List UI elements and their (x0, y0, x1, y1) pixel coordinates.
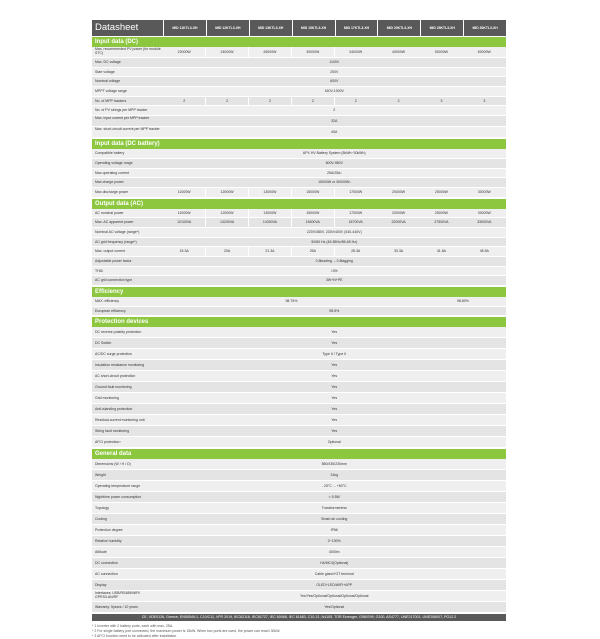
row-label: Protection degree (92, 525, 163, 535)
cell: Optional (163, 437, 506, 447)
cell: 160V-1000V (163, 87, 506, 96)
row-label: Ground fault monitoring (92, 382, 163, 392)
section-protection: Protection devices (92, 317, 506, 327)
cell: 17000W (335, 209, 377, 218)
table-row (92, 159, 506, 169)
table-row (92, 327, 506, 338)
section-general: General data (92, 449, 506, 459)
table-row (92, 470, 506, 481)
row-label: AFCI protection³ (92, 437, 163, 447)
cell: 27500VA (420, 218, 462, 227)
page-title: Datasheet (92, 20, 163, 36)
row-label: Interfaces: USB/RS485/WiFi/ GPRS/LAN/RF (92, 591, 163, 601)
cell: - 25°C ... +60°C (163, 481, 506, 491)
row-label: DC Switch (92, 338, 163, 348)
row-label: Anti-islanding protection (92, 404, 163, 414)
cell: 40000W (377, 47, 419, 57)
row-label: Adjustable power factor (92, 257, 163, 266)
table-row (92, 393, 506, 404)
cell: 50/60 Hz (45-55Hz/55-65 Hz) (163, 238, 506, 247)
row-label: Max. recommended PV power (for module STC) (92, 47, 163, 57)
table-row (92, 437, 506, 448)
cell: 25000W (420, 188, 462, 197)
cell: 2 (249, 97, 291, 106)
row-label: Warranty: 5years / 10 years (92, 602, 163, 612)
cell: 45.5A (463, 247, 505, 256)
row-label: Topology (92, 503, 163, 513)
table-row (92, 404, 506, 415)
cell: 30000W (292, 47, 334, 57)
table-row (92, 228, 506, 238)
cell: 25A (292, 247, 334, 256)
cell: IP66 (163, 525, 506, 535)
cell: 18700VA (335, 218, 377, 227)
footnotes (92, 624, 506, 639)
table-row (92, 525, 506, 536)
table-row (92, 492, 506, 503)
cell: 33000VA (463, 218, 505, 227)
model-header: MID 11KTL3-XH (164, 20, 206, 36)
cell: 200V (163, 68, 506, 77)
cell: 580/435/230mm (163, 459, 506, 469)
section-efficiency: Efficiency (92, 287, 506, 297)
row-label: Max. DC voltage (92, 58, 163, 67)
cell: 16500VA (292, 218, 334, 227)
table-row (92, 58, 506, 68)
row-label: MAX. efficiency (92, 297, 163, 306)
output-ac-table (92, 209, 506, 287)
cell: 0.8leading ... 0.8lagging (163, 257, 506, 266)
row-label: Max. input current per MPP tracker (92, 116, 163, 126)
table-row (92, 514, 506, 525)
row-label: String fault monitoring (92, 426, 163, 436)
model-header: MID 17KTL3-XH (336, 20, 378, 36)
table-row (92, 371, 506, 382)
row-label: AC/DC surge protection (92, 349, 163, 359)
cell: 15000W or 30000W² (163, 178, 506, 187)
cell: Yes (163, 371, 506, 381)
table-row (92, 68, 506, 78)
table-row (92, 297, 506, 307)
protection-table (92, 327, 506, 448)
model-header: MID 13KTL3-XH (250, 20, 292, 36)
cell: Yes (163, 426, 506, 436)
cell: Cable gland+OT terminal (163, 569, 506, 579)
cell: 13000W (249, 188, 291, 197)
cell: OLED+LED/WIFI+APP (163, 580, 506, 590)
section-output-ac: Output data (AC) (92, 199, 506, 209)
table-row (92, 188, 506, 198)
cell: 20000W (377, 209, 419, 218)
cell: 2 (206, 97, 248, 106)
row-label: No. of PV strings per MPP tracker (92, 106, 163, 115)
cell: 98.80% (420, 297, 505, 306)
cell: 34000W (335, 47, 377, 57)
row-label: AC grid frequency (range*) (92, 238, 163, 247)
cell: 98.5% (163, 307, 506, 316)
row-label: Max. AC apparent power (92, 218, 163, 227)
cell: Yes (163, 338, 506, 348)
row-label: Start voltage (92, 68, 163, 77)
cell: 13000W (249, 209, 291, 218)
cell: 11000W (163, 188, 205, 197)
cell: 32A (163, 116, 506, 126)
table-row (92, 382, 506, 393)
cell: Yes (163, 360, 506, 370)
cell: 11000W (163, 209, 205, 218)
model-header: MID 30KTL3-XH (464, 20, 506, 36)
cell: 25000W (420, 209, 462, 218)
cell: 12100VA (163, 218, 205, 227)
header-row (92, 20, 506, 36)
table-row (92, 415, 506, 426)
datasheet (92, 20, 506, 639)
cell: H4/MC4(Optional) (163, 558, 506, 568)
cell: 600V (163, 77, 506, 86)
cell: 60000W (463, 47, 505, 57)
row-label: MPPT voltage range (92, 87, 163, 96)
row-label: Dimensions (W / H / D) (92, 459, 163, 469)
row-label: AC grid connection type (92, 276, 163, 285)
row-label: AC short-circuit protection (92, 371, 163, 381)
row-label: Grid monitoring (92, 393, 163, 403)
section-input-battery: Input data (DC battery) (92, 139, 506, 149)
cell: 31kg (163, 470, 506, 480)
footnote: * 3 AFCI function need to be activated after installation. (92, 634, 178, 639)
table-row (92, 218, 506, 228)
cell: 28.3A (335, 247, 377, 256)
cell: Smart air cooling (163, 514, 506, 524)
model-header: MID 12KTL3-XH (207, 20, 249, 36)
cell: 13200VA (206, 218, 248, 227)
cell: APX HV Battery System (5kWh~30kWh) (163, 149, 506, 158)
row-label: Max. short-circuit current per MPP tracker (92, 127, 163, 137)
table-row (92, 209, 506, 219)
table-row (92, 536, 506, 547)
row-label: Compatible battery (92, 149, 163, 158)
cell: 1100V (163, 58, 506, 67)
cell: 0~100% (163, 536, 506, 546)
row-label: Max. output current (92, 247, 163, 256)
input-battery-table (92, 149, 506, 197)
cell: 21.3A (249, 247, 291, 256)
cell: 17000W (335, 188, 377, 197)
row-label: Operating temperature range (92, 481, 163, 491)
cell: Yes/Yes/Optional/Optional/Optional/Optional (163, 591, 506, 601)
cell: 50000W (420, 47, 462, 57)
cell: <3% (163, 267, 506, 276)
row-label: Nominal voltage (92, 77, 163, 86)
cell: 4000m (163, 547, 506, 557)
cell: Yes (163, 393, 506, 403)
row-label: Operating voltage range (92, 159, 163, 168)
cell: 25A/25A² (163, 169, 506, 178)
cell: 26000W (249, 47, 291, 57)
table-row (92, 87, 506, 97)
cell: 30000W (463, 188, 505, 197)
table-row (92, 591, 506, 602)
cell: 14300VA (249, 218, 291, 227)
table-row (92, 360, 506, 371)
row-label: Insulation resistance monitoring (92, 360, 163, 370)
row-label: Residual-current monitoring unit (92, 415, 163, 425)
table-row (92, 481, 506, 492)
cell: 3W+N+PE (163, 276, 506, 285)
row-label: Cooling (92, 514, 163, 524)
table-row (92, 257, 506, 267)
cell: 220V/380V, 230V/400V (340-440V) (163, 228, 506, 237)
cell: Yes/Optional (163, 602, 506, 612)
cell: 2 (292, 97, 334, 106)
table-row (92, 276, 506, 286)
cell: Yes (163, 327, 506, 337)
row-label: DC connection (92, 558, 163, 568)
cell: 3 (420, 97, 462, 106)
row-label: Relative humidity (92, 536, 163, 546)
cell: 600V-980V (163, 159, 506, 168)
table-row (92, 569, 506, 580)
cell: < 5.5W (163, 492, 506, 502)
cell: 22000W (163, 47, 205, 57)
cell: 20000W (377, 188, 419, 197)
row-label: AC connection (92, 569, 163, 579)
row-label: Max.discharge power (92, 188, 163, 197)
cell: 12000W (206, 209, 248, 218)
table-row (92, 149, 506, 159)
cell: 15000W (292, 209, 334, 218)
input-dc-table (92, 47, 506, 138)
table-row (92, 503, 506, 514)
row-label: Display (92, 580, 163, 590)
table-row (92, 338, 506, 349)
table-row (92, 307, 506, 317)
table-row (92, 426, 506, 437)
certifications-bar: CE, VDE0126, Greece, EN50549-1, C10/C11, VFR 2019, IEC62116, IEC61727, IEC 60068, IEC 61683, C10-21, N4105, TOR Erzeuger, G98/G99, G100, AS4777, UNE217001, UNE206007, PO12.2 (92, 614, 506, 621)
cell: 2 (335, 97, 377, 106)
table-row (92, 178, 506, 188)
cell: 20A (206, 247, 248, 256)
efficiency-table (92, 297, 506, 316)
cell: 12000W (206, 188, 248, 197)
cell: 22000VA (377, 218, 419, 227)
table-row (92, 602, 506, 613)
footnote: * 2 For single battery port connected, the maximum power is 15kW. When two ports are used, the power can reach 30kW. (92, 629, 281, 634)
model-header: MID 15KTL3-XH (293, 20, 335, 36)
table-row (92, 106, 506, 116)
table-row (92, 116, 506, 127)
general-table (92, 459, 506, 613)
cell: 33.3A (377, 247, 419, 256)
model-header: MID 20KTL3-XH (378, 20, 420, 36)
table-row (92, 238, 506, 248)
row-label: Nighttime power consumption (92, 492, 163, 502)
table-row (92, 580, 506, 591)
cell: Yes (163, 415, 506, 425)
row-label: THDi (92, 267, 163, 276)
section-input-dc: Input data (DC) (92, 37, 506, 47)
cell: 40A (163, 127, 506, 137)
table-row (92, 97, 506, 107)
model-header: MID 25KTL3-XH (421, 20, 463, 36)
cell: Type II / Type II (163, 349, 506, 359)
row-label: Altitude (92, 547, 163, 557)
cell: 41.6A (420, 247, 462, 256)
table-row (92, 127, 506, 138)
table-row (92, 169, 506, 179)
table-row (92, 349, 506, 360)
cell: Yes (163, 382, 506, 392)
row-label: No. of MPP trackers (92, 97, 163, 106)
cell: 2 (163, 106, 506, 115)
row-label: Max.charge power (92, 178, 163, 187)
table-row (92, 247, 506, 257)
row-label: AC nominal power (92, 209, 163, 218)
cell: 24000W (206, 47, 248, 57)
table-row (92, 459, 506, 470)
cell: Yes (163, 404, 506, 414)
table-row (92, 547, 506, 558)
cell: 15000W (292, 188, 334, 197)
cell: Transformerless (163, 503, 506, 513)
row-label: European efficiency (92, 307, 163, 316)
cell: 30000W (463, 209, 505, 218)
row-label: Max.operating current (92, 169, 163, 178)
footnote: * 1 Inverter with 2 battery ports, each with max. 25A. (92, 624, 174, 629)
cell: 2 (163, 97, 205, 106)
cell: 98.75% (163, 297, 420, 306)
table-row (92, 47, 506, 58)
cell: 2 (377, 97, 419, 106)
table-row (92, 267, 506, 277)
row-label: Nominal AC voltage (range*) (92, 228, 163, 237)
row-label: DC reverse polarity protection (92, 327, 163, 337)
cell: 3 (463, 97, 505, 106)
table-row (92, 558, 506, 569)
cell: 15.3A (163, 247, 205, 256)
row-label: Weight (92, 470, 163, 480)
table-row (92, 77, 506, 87)
